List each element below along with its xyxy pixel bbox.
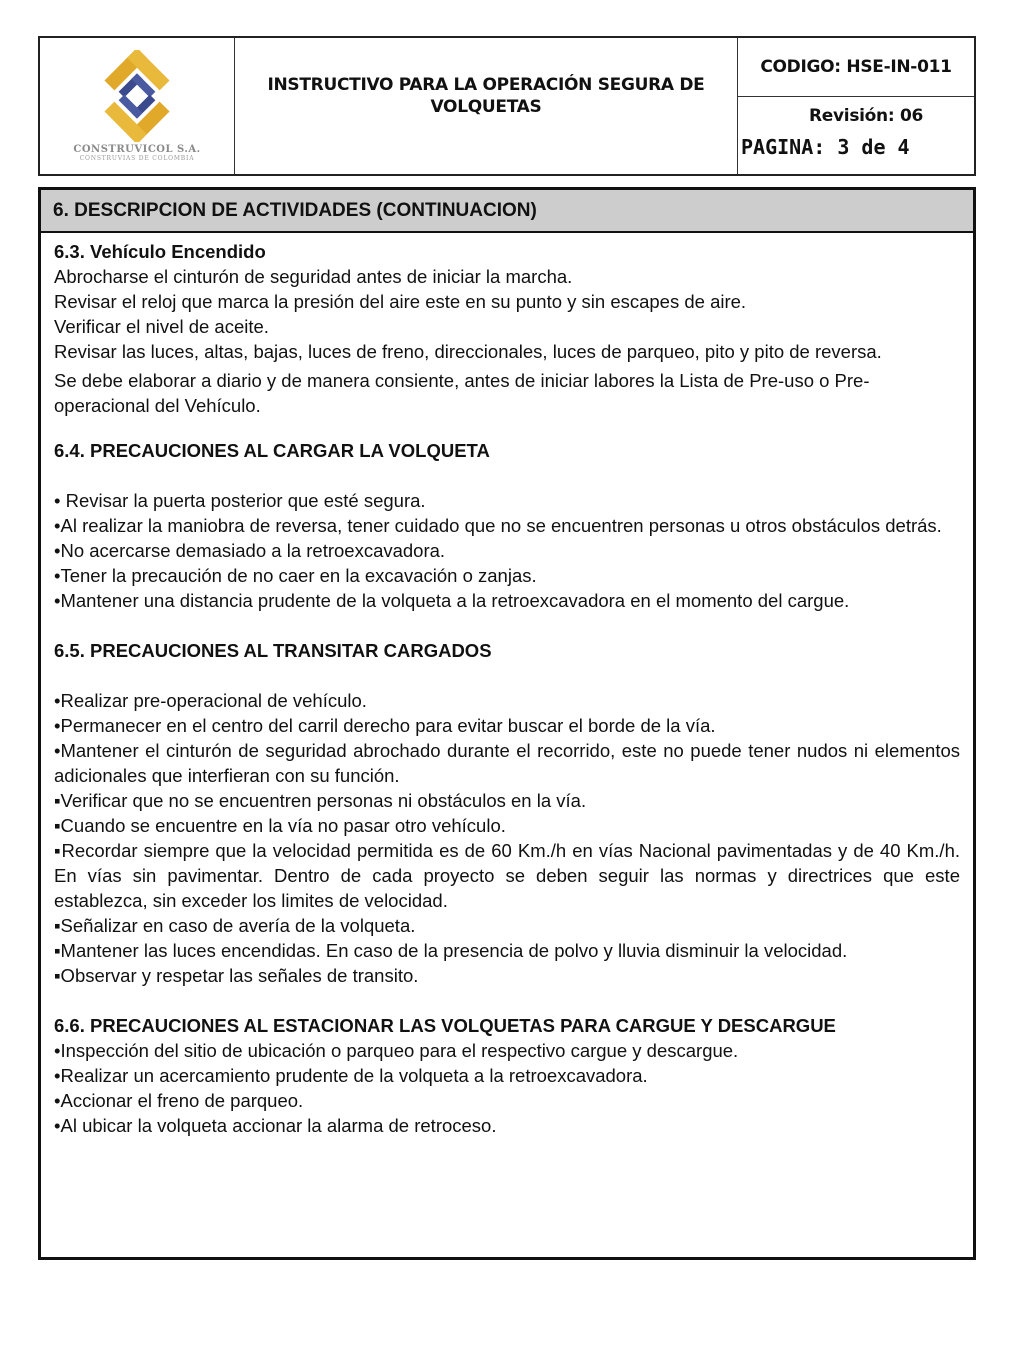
list-item: ▪Cuando se encuentre en la vía no pasar otro vehículo. (54, 815, 506, 836)
list-item: ▪Señalizar en caso de avería de la volqueta. (54, 915, 416, 936)
list-item: Abrocharse el cinturón de seguridad antes de iniciar la marcha. (54, 266, 573, 287)
list-item: •Inspección del sitio de ubicación o parqueo para el respectivo cargue y descargue. (54, 1040, 739, 1061)
list-item: Verificar el nivel de aceite. (54, 316, 269, 337)
list-item: •Realizar un acercamiento prudente de la volqueta a la retroexcavadora. (54, 1065, 648, 1086)
list-item: ▪Verificar que no se encuentren personas ni obstáculos en la vía. (54, 790, 587, 811)
subsection-heading-6-6: 6.6. PRECAUCIONES AL ESTACIONAR LAS VOLQUETAS PARA CARGUE Y DESCARGUE (54, 1015, 836, 1036)
logo-cell (40, 38, 235, 174)
list-item: •Al ubicar la volqueta accionar la alarma de retroceso. (54, 1115, 497, 1136)
section-title: 6. DESCRIPCION DE ACTIVIDADES (CONTINUACION) (41, 190, 973, 233)
list-item: •Mantener el cinturón de seguridad abrochado durante el recorrido, este no puede tener nudos ni elementos adicionales que interfieran con su función. (54, 740, 960, 786)
subsection-heading-6-4: 6.4. PRECAUCIONES AL CARGAR LA VOLQUETA (54, 440, 490, 461)
list-item: •Permanecer en el centro del carril derecho para evitar buscar el borde de la vía. (54, 715, 716, 736)
list-item: ▪Observar y respetar las señales de transito. (54, 965, 419, 986)
document-page-number: PAGINA: 3 de 4 (741, 135, 910, 159)
list-item: •Accionar el freno de parqueo. (54, 1090, 304, 1111)
company-logo-icon (77, 50, 197, 142)
document-code-cell (738, 38, 974, 174)
document-title-cell (235, 38, 738, 174)
logo-company-subtitle: CONSTRUVIAS DE COLOMBIA (79, 155, 195, 162)
logo-company-name: CONSTRUVICOL S.A. (73, 144, 201, 155)
document-header (38, 36, 976, 176)
list-item: •Mantener una distancia prudente de la volqueta a la retroexcavadora en el momento del cargue. (54, 590, 850, 611)
list-item: •Realizar pre-operacional de vehículo. (54, 690, 367, 711)
document-body (38, 187, 976, 1260)
subsection-heading-6-3: 6.3. Vehículo Encendido (54, 241, 266, 262)
list-item: ▪Mantener las luces encendidas. En caso de la presencia de polvo y lluvia disminuir la velocidad. (54, 940, 848, 961)
list-item: •Tener la precaución de no caer en la excavación o zanjas. (54, 565, 537, 586)
list-item: • Revisar la puerta posterior que esté segura. (54, 490, 426, 511)
document-code: CODIGO: HSE-IN-011 (738, 38, 974, 97)
document-revision: Revisión: 06 (808, 106, 924, 126)
subsection-heading-6-5: 6.5. PRECAUCIONES AL TRANSITAR CARGADOS (54, 640, 492, 661)
section-content (41, 233, 973, 1138)
list-item: •No acercarse demasiado a la retroexcavadora. (54, 540, 446, 561)
list-item: Revisar las luces, altas, bajas, luces de freno, direccionales, luces de parqueo, pito y pito de reversa. (54, 341, 882, 362)
list-item: •Al realizar la maniobra de reversa, tener cuidado que no se encuentren personas u otros obstáculos detrás. (54, 515, 942, 536)
list-item: Revisar el reloj que marca la presión del aire este en su punto y sin escapes de aire. (54, 291, 747, 312)
list-item: ▪Recordar siempre que la velocidad permitida es de 60 Km./h en vías Nacional pavimentadas y de 40 Km./h. En vías sin pavimentar. Dentro de cada proyecto se deben seguir las normas y directrices que este establezca, sin exceder los limites de velocidad. (54, 840, 960, 911)
paragraph-note: Se debe elaborar a diario y de manera consiente, antes de iniciar labores la Lista de Pre-uso o Pre-operacional del Vehículo. (54, 370, 870, 416)
document-title: INSTRUCTIVO PARA LA OPERACIÓN SEGURA DE VOLQUETAS (267, 75, 705, 117)
